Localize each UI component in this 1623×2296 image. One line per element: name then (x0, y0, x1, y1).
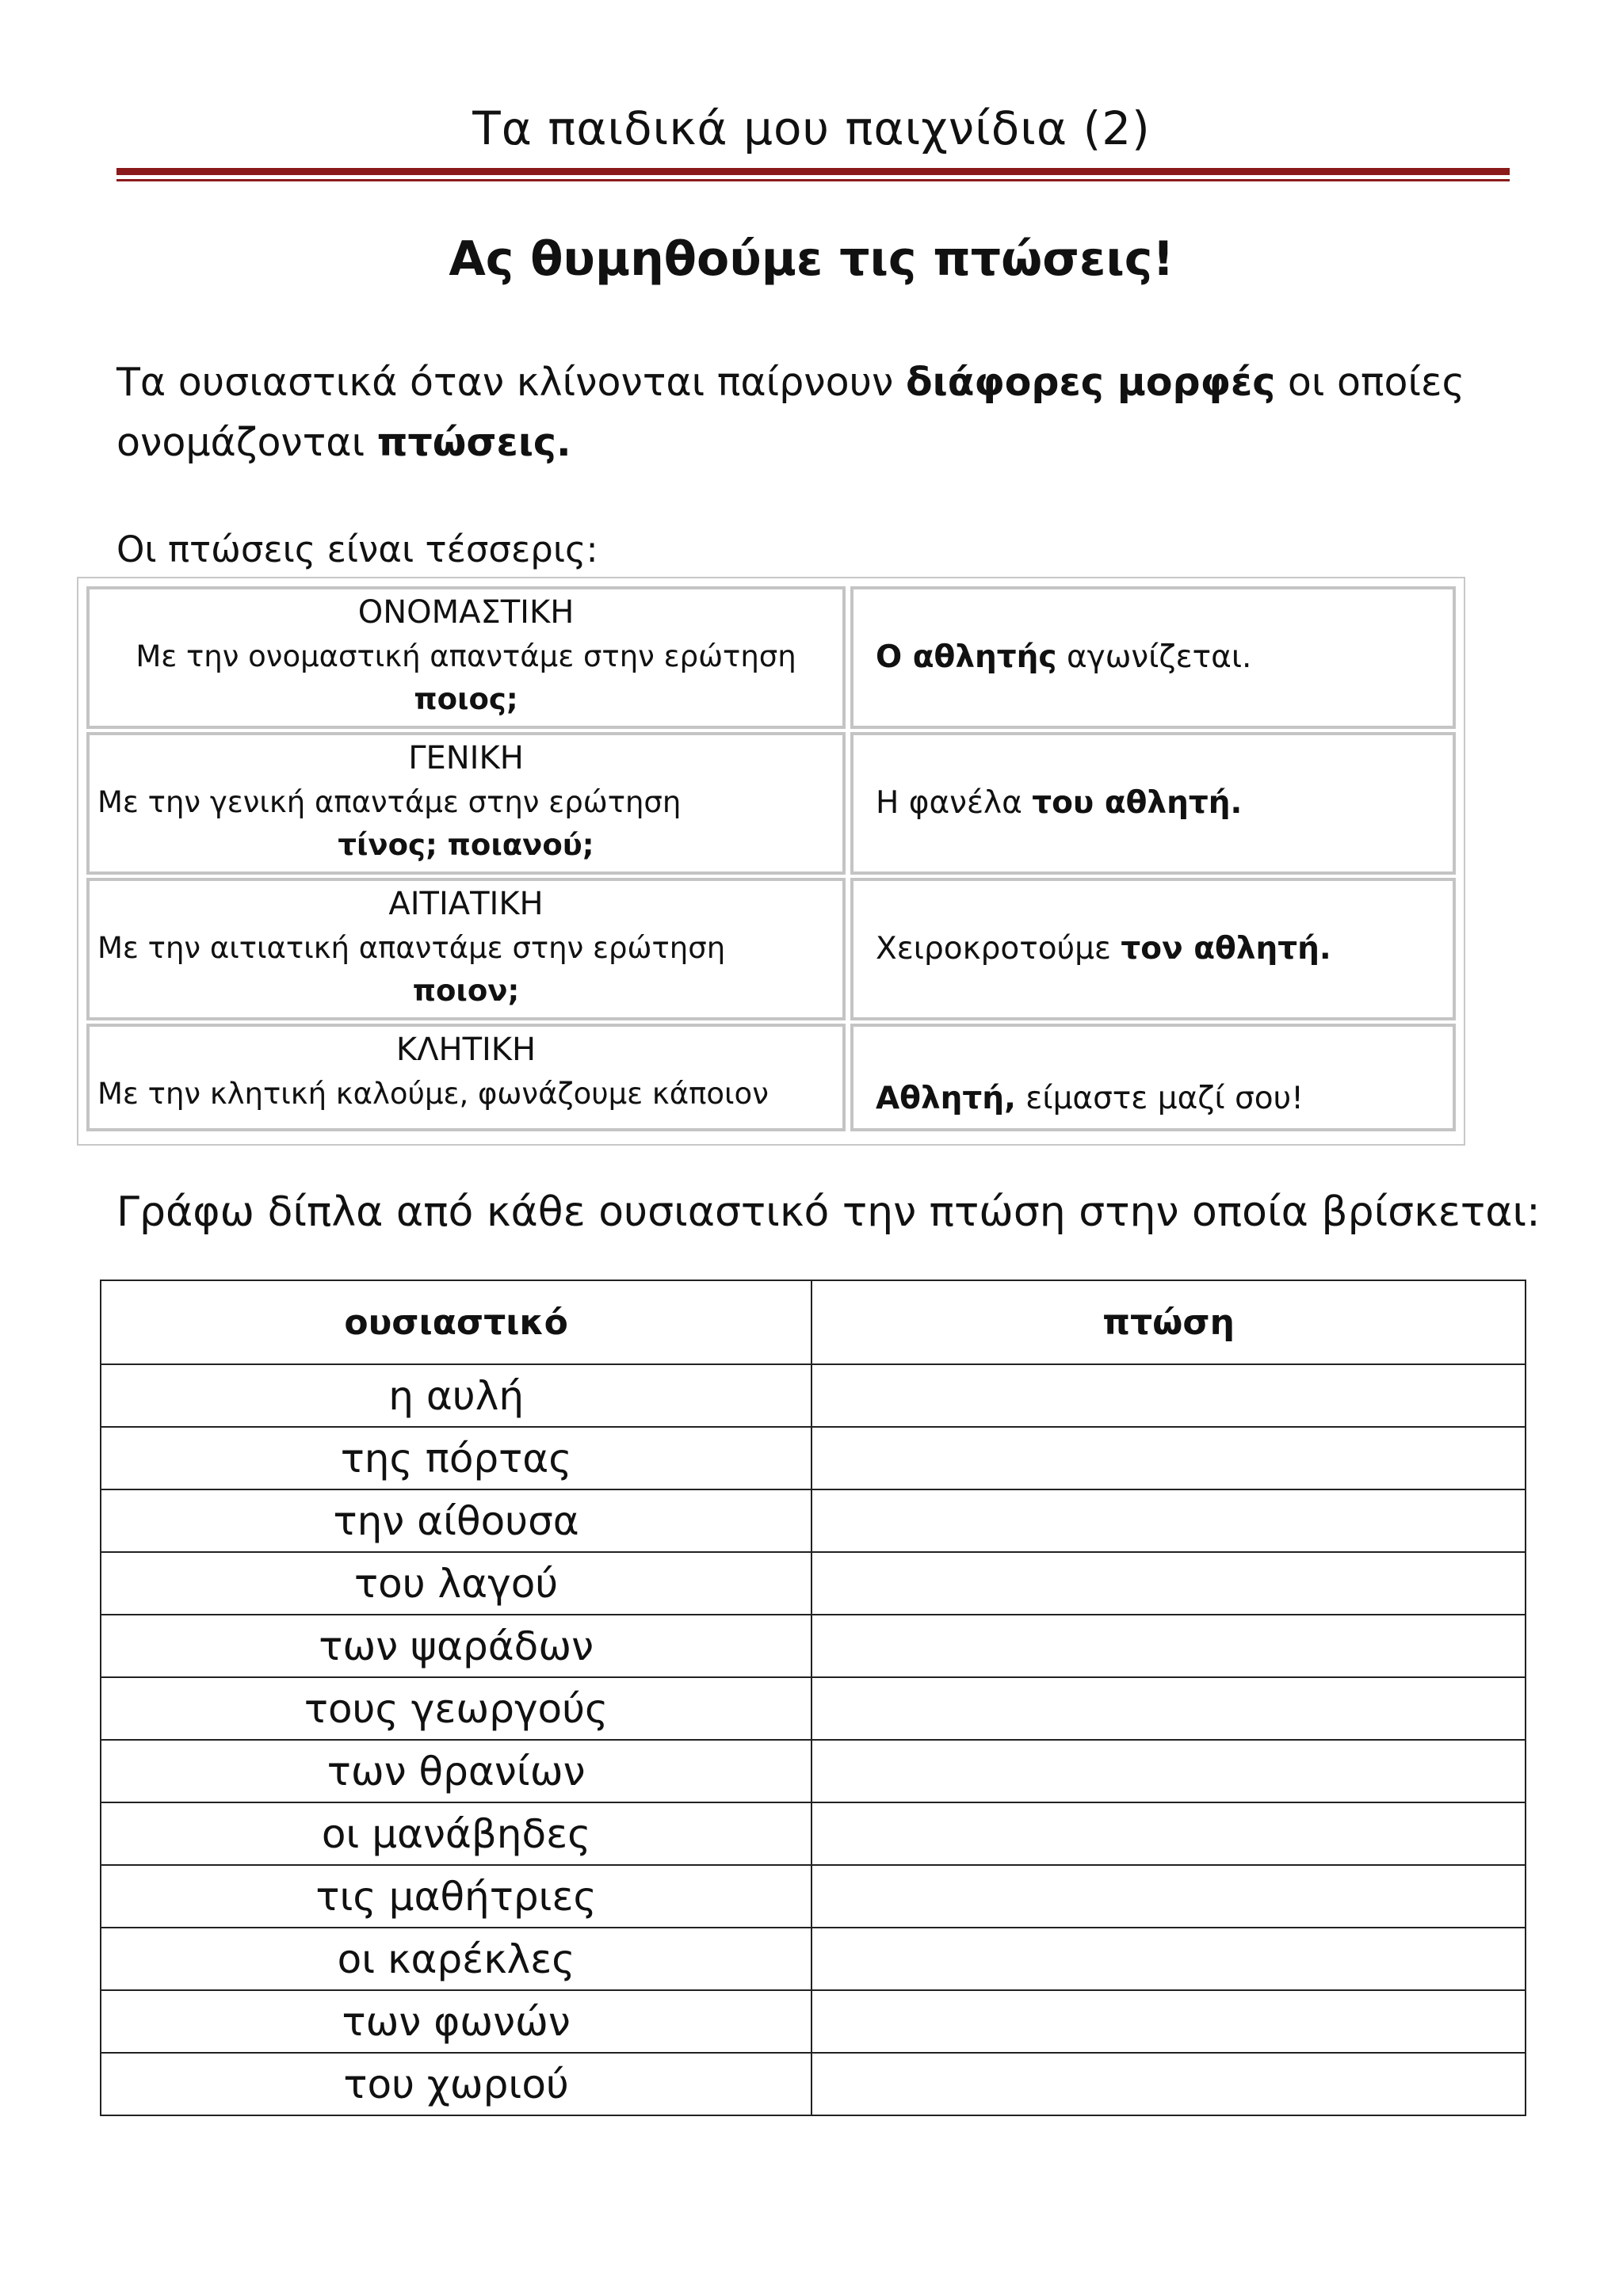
noun-cell: των θρανίων (101, 1740, 812, 1802)
example-bold-end: τον αθλητή. (1121, 931, 1331, 967)
case-example-cell (850, 732, 1456, 875)
table-row (101, 1364, 1526, 1427)
case-description: Με την ονομαστική απαντάμε στην ερώτηση (136, 639, 796, 673)
case-example-cell (850, 1024, 1456, 1131)
case-answer-cell[interactable] (812, 1615, 1526, 1677)
intro-text-2: οι οποίες ονομάζονται (116, 360, 1465, 465)
noun-cell: τις μαθήτριες (101, 1865, 812, 1928)
case-example (876, 784, 1445, 823)
case-example (876, 1079, 1445, 1119)
cases-label: Οι πτώσεις είναι τέσσερις: (116, 528, 598, 570)
noun-cell: της πόρτας (101, 1427, 812, 1489)
noun-cell: η αυλή (101, 1364, 812, 1427)
example-bold: Ο αθλητής (876, 639, 1057, 675)
case-answer-cell[interactable] (812, 1427, 1526, 1489)
noun-cell: οι μανάβηδες (101, 1802, 812, 1865)
case-description: Με την αιτιατική απαντάμε στην ερώτηση (97, 931, 726, 965)
example-text: είμαστε μαζί σου! (1015, 1081, 1304, 1116)
case-definition-cell (86, 878, 846, 1020)
case-name: ΚΛΗΤΙΚΗ (395, 1032, 537, 1068)
example-bold-end: του αθλητή. (1032, 785, 1243, 821)
table-row (101, 2053, 1526, 2115)
noun-cell: τους γεωργούς (101, 1677, 812, 1740)
exercise-table (100, 1280, 1526, 2116)
exercise-instruction: Γράφω δίπλα από κάθε ουσιαστικό την πτώση στην οποία βρίσκεται: (116, 1188, 1541, 1236)
noun-cell: οι καρέκλες (101, 1928, 812, 1990)
intro-bold-forms: διάφορες μορφές (905, 360, 1276, 405)
case-answer-cell[interactable] (812, 1677, 1526, 1740)
case-example-cell (850, 878, 1456, 1020)
case-answer-cell[interactable] (812, 1552, 1526, 1615)
case-example (876, 929, 1445, 969)
page-title: Ας θυμηθούμε τις πτώσεις! (449, 231, 1174, 287)
example-text: Η φανέλα (876, 785, 1033, 821)
case-example-cell (850, 586, 1456, 729)
intro-bold-cases: πτώσεις. (376, 420, 571, 465)
intro-paragraph (116, 353, 1511, 473)
case-answer-cell[interactable] (812, 2053, 1526, 2115)
table-row (101, 1928, 1526, 1990)
case-row-nominative (86, 586, 1456, 729)
column-header-noun: ουσιαστικό (101, 1280, 812, 1364)
case-answer-cell[interactable] (812, 1990, 1526, 2053)
case-definition-cell (86, 586, 846, 729)
noun-cell: του χωριού (101, 2053, 812, 2115)
case-answer-cell[interactable] (812, 1865, 1526, 1928)
header-rule (116, 168, 1510, 175)
table-row (101, 1615, 1526, 1677)
table-row (101, 1552, 1526, 1615)
case-answer-cell[interactable] (812, 1740, 1526, 1802)
case-question: τίνος; ποιανού; (338, 828, 594, 862)
case-definition-cell (86, 1024, 846, 1131)
noun-cell: του λαγού (101, 1552, 812, 1615)
table-row (101, 1865, 1526, 1928)
cases-table (77, 577, 1465, 1146)
case-question: ποιος; (414, 682, 518, 716)
table-row (101, 1740, 1526, 1802)
case-answer-cell[interactable] (812, 1928, 1526, 1990)
example-bold: Αθλητή, (876, 1081, 1016, 1116)
case-name: ΑΙΤΙΑΤΙΚΗ (388, 886, 544, 922)
header-rule-thin (116, 179, 1510, 181)
intro-text: Τα ουσιαστικά όταν κλίνονται παίρνουν (116, 360, 906, 405)
noun-cell: των ψαράδων (101, 1615, 812, 1677)
case-row-genitive (86, 732, 1456, 875)
case-row-accusative (86, 878, 1456, 1020)
case-description: Με την γενική απαντάμε στην ερώτηση (97, 785, 682, 819)
column-header-case: πτώση (812, 1280, 1526, 1364)
table-row (101, 1802, 1526, 1865)
case-definition-cell (86, 732, 846, 875)
example-text: Χειροκροτούμε (876, 931, 1121, 967)
case-answer-cell[interactable] (812, 1364, 1526, 1427)
table-header-row (101, 1280, 1526, 1364)
case-name: ΓΕΝΙΚΗ (408, 740, 524, 776)
case-example (876, 638, 1445, 677)
case-answer-cell[interactable] (812, 1489, 1526, 1552)
page-header-title: Τα παιδικά μου παιχνίδια (2) (472, 101, 1151, 155)
case-row-vocative (86, 1024, 1456, 1131)
noun-cell: των φωνών (101, 1990, 812, 2053)
case-question: ποιον; (412, 974, 520, 1008)
table-row (101, 1990, 1526, 2053)
case-answer-cell[interactable] (812, 1802, 1526, 1865)
case-name: ΟΝΟΜΑΣΤΙΚΗ (357, 594, 575, 631)
example-text: αγωνίζεται. (1056, 639, 1252, 675)
case-description: Με την κλητική καλούμε, φωνάζουμε κάποιον (97, 1077, 769, 1111)
table-row (101, 1489, 1526, 1552)
noun-cell: την αίθουσα (101, 1489, 812, 1552)
table-row (101, 1427, 1526, 1489)
table-row (101, 1677, 1526, 1740)
